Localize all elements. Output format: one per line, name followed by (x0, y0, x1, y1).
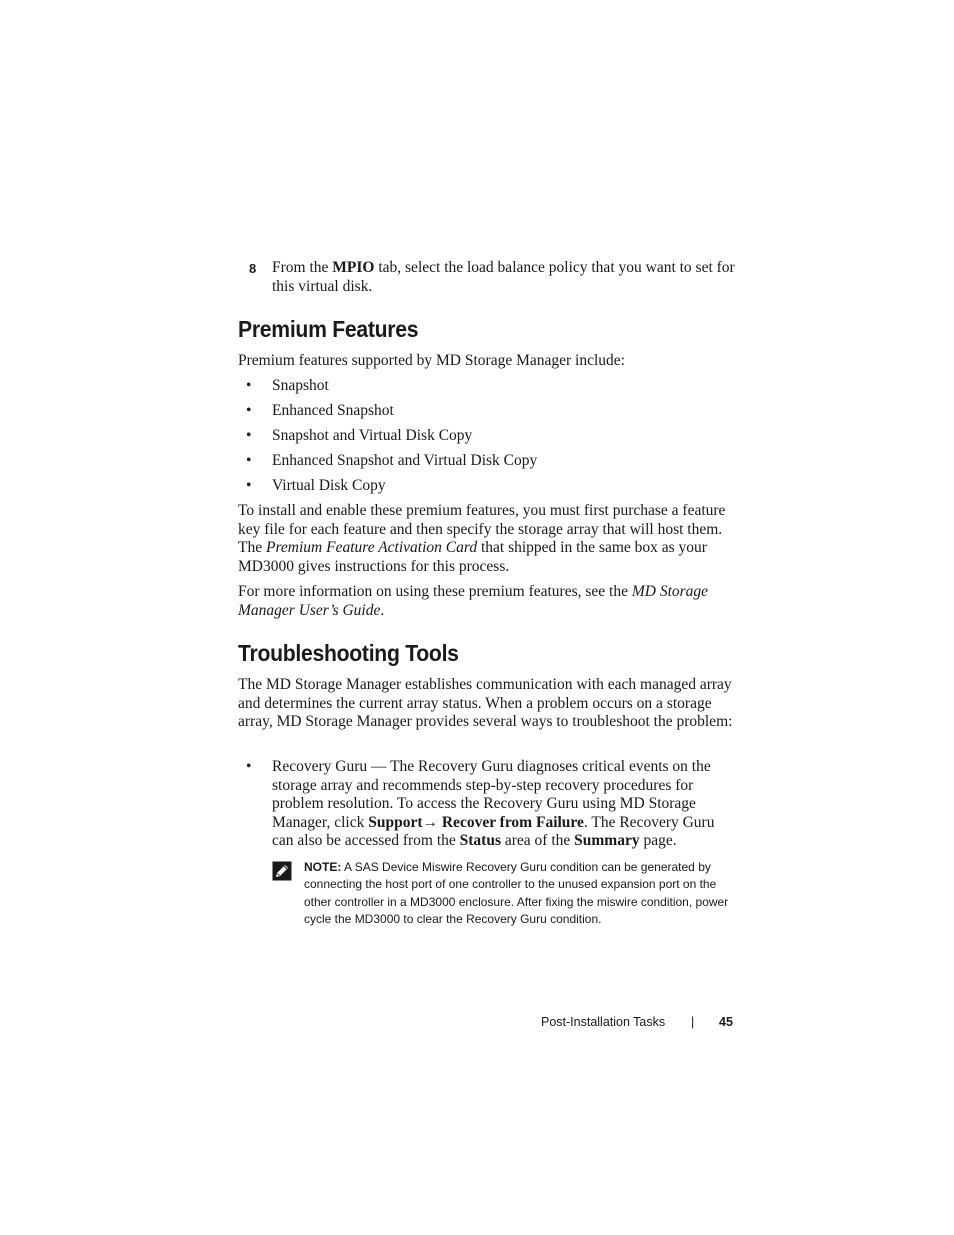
list-item: Snapshot and Virtual Disk Copy (272, 427, 473, 444)
list-item: Virtual Disk Copy (272, 477, 386, 494)
activation-card-title: Premium Feature Activation Card (265, 539, 478, 557)
bullet-glyph: • (246, 758, 252, 775)
footer-separator: | (691, 1015, 695, 1029)
premium-features-heading: Premium Features (238, 316, 419, 342)
page-number: 45 (719, 1015, 733, 1029)
step-number: 8 (249, 261, 257, 276)
bullet-glyph: • (246, 377, 252, 394)
support-menu-path: Support→ Recover from Failure (368, 813, 584, 831)
footer-section-title: Post-Installation Tasks (541, 1015, 666, 1029)
troubleshooting-tools-heading: Troubleshooting Tools (238, 640, 459, 666)
bullet-glyph: • (246, 402, 252, 419)
bullet-glyph: • (246, 427, 252, 444)
premium-intro: Premium features supported by MD Storage Manager include: (238, 352, 625, 369)
troubleshooting-intro: The MD Storage Manager establishes communication with each managed array and determines the current array status. When a problem occurs on a storage array, MD Storage Manager provides several ways to troubleshoot the problem: (238, 676, 733, 731)
bullet-glyph: • (246, 477, 252, 494)
recovery-guru-item: Recovery Guru — The Recovery Guru diagnoses critical events on the storage array and recommends step-by-step recovery procedures for problem resolution. To access the Recovery Guru using MD Storage Manager, click Support→ Recover from Failure. The Recovery Guru can also be accessed from the Status area of the Summary page. (272, 758, 715, 850)
note-label: NOTE: (304, 860, 342, 874)
summary-term: Summary (574, 832, 640, 850)
premium-install-paragraph: To install and enable these premium features, you must first purchase a feature key file for each feature and then specify the storage array that will host them. The Premium Feature Activation Card that shipped in the same box as your MD3000 gives instructions for this process. (238, 502, 726, 575)
list-item: Snapshot (272, 377, 329, 394)
status-term: Status (459, 832, 501, 850)
note-pencil-icon (272, 861, 292, 881)
bullet-glyph: • (246, 452, 252, 469)
step-8-text: From the MPIO tab, select the load balance policy that you want to set for this virtual disk. (272, 259, 735, 295)
premium-more-info-paragraph: For more information on using these premium features, see the MD Storage Manager User’s Guide. (238, 583, 709, 619)
mpio-term: MPIO (332, 259, 375, 276)
list-item: Enhanced Snapshot and Virtual Disk Copy (272, 452, 538, 469)
list-item: Enhanced Snapshot (272, 402, 394, 419)
step-8 (238, 259, 738, 296)
note-text: NOTE: A SAS Device Miswire Recovery Guru condition can be generated by connecting the host port of one controller to the unused expansion port on the other controller in a MD3000 enclosure. After fixing the miswire condition, power cycle the MD3000 to clear the Recovery Guru condition. (304, 860, 729, 927)
users-guide-title: MD Storage Manager User’s Guide (238, 583, 709, 619)
